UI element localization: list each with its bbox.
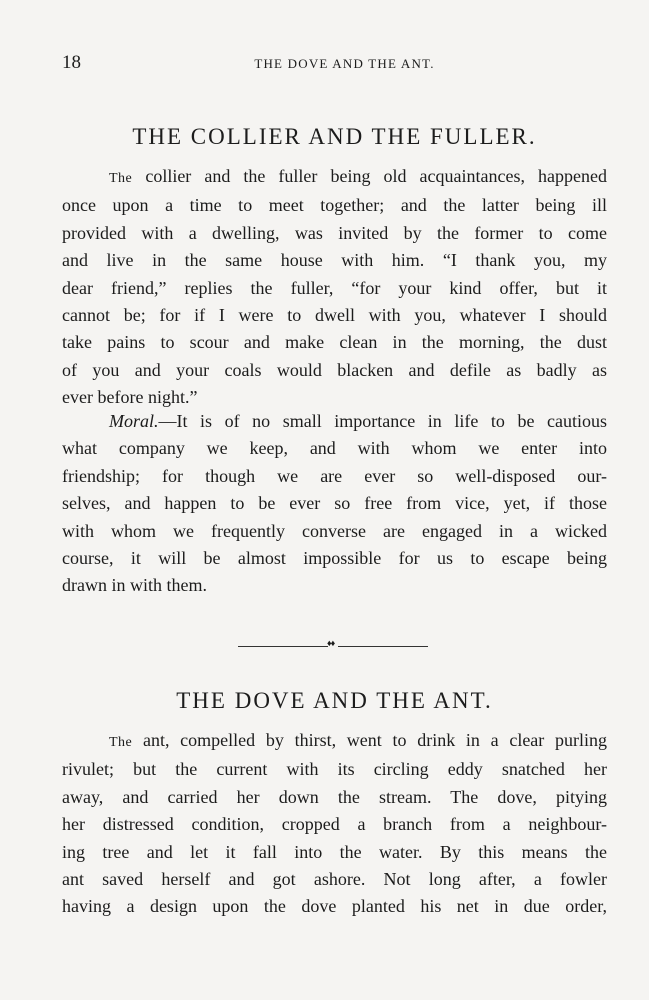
text-line: and live in the same house with him. “I thank you, my (62, 250, 607, 271)
diamond-ornament-icon: ♦♦ (327, 638, 335, 648)
page-number: 18 (62, 52, 81, 73)
divider-rule-right (338, 646, 428, 647)
text-line: once upon a time to meet together; and the latter being ill (62, 195, 607, 216)
text-line: drawn in with them. (62, 575, 207, 596)
text-line: ant saved herself and got ashore. Not long after, a fowler (62, 869, 607, 890)
text-line: with whom we frequently converse are engaged in a wicked (62, 520, 607, 541)
story-body-collier-fuller (62, 163, 607, 412)
drop-word: The (109, 171, 133, 186)
text-line: away, and carried her down the stream. The dove, pitying (62, 786, 607, 807)
divider-rule-left (238, 646, 328, 647)
moral-paragraph (62, 408, 607, 600)
text-line: take pains to scour and make clean in the morning, the dust (62, 332, 607, 353)
text-line: selves, and happen to be ever so free from vice, yet, if those (62, 493, 607, 514)
story-title-dove-ant: THE DOVE AND THE ANT. (176, 688, 493, 713)
text-line: The ant, compelled by thirst, went to drink in a clear purling (109, 730, 607, 750)
text-line: rivulet; but the current with its circling eddy snatched her (62, 759, 607, 780)
text-line: cannot be; for if I were to dwell with you, whatever I should (62, 305, 607, 326)
text-line: her distressed condition, cropped a branch from a neighbour- (62, 814, 607, 835)
drop-word: The (109, 735, 133, 750)
text-line: Moral.—It is of no small importance in life to be cautious (109, 411, 607, 431)
running-title: THE DOVE AND THE ANT. (254, 56, 435, 71)
section-divider (238, 638, 428, 650)
text-line: ever before night.” (62, 387, 198, 408)
text-line: ing tree and let it fall into the water. By this means the (62, 841, 607, 862)
story-title-collier-fuller: THE COLLIER AND THE FULLER. (132, 124, 537, 149)
text-line: The collier and the fuller being old acquaintances, happened (109, 166, 608, 186)
story-body-dove-ant (62, 727, 607, 921)
text-line: of you and your coals would blacken and defile as badly as (62, 359, 607, 380)
text-line: course, it will be almost impossible for us to escape being (62, 548, 607, 569)
text-line: dear friend,” replies the fuller, “for your kind offer, but it (62, 277, 607, 298)
text-line: provided with a dwelling, was invited by the former to come (62, 222, 607, 243)
text-line: having a design upon the dove planted his net in due order, (62, 896, 607, 917)
text-line: what company we keep, and with whom we enter into (62, 438, 607, 459)
moral-label: Moral. (109, 411, 159, 431)
text-line: friendship; for though we are ever so well-disposed our- (62, 465, 607, 486)
running-header (62, 52, 607, 76)
